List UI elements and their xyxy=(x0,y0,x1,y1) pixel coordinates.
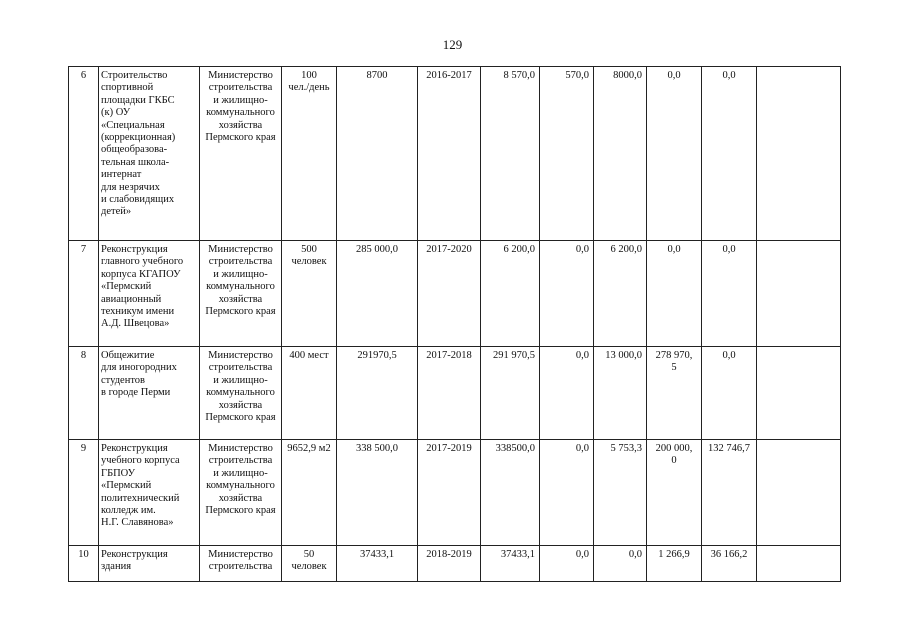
value-cell-3: 1 266,9 xyxy=(647,546,702,582)
responsible-department: Министерство строительства и жилищно- коммунального хозяйства Пермского края xyxy=(200,67,282,241)
period-cell: 2018-2019 xyxy=(418,546,481,582)
value-cell-4: 0,0 xyxy=(702,67,757,241)
value-cell-2: 13 000,0 xyxy=(594,347,647,440)
value-cell-3: 0,0 xyxy=(647,241,702,347)
value-cell-1: 0,0 xyxy=(540,347,594,440)
row-number: 10 xyxy=(69,546,99,582)
responsible-department: Министерство строительства и жилищно- коммунального хозяйства Пермского края xyxy=(200,347,282,440)
value-cell-3: 200 000, 0 xyxy=(647,440,702,546)
value-cell-4: 0,0 xyxy=(702,347,757,440)
total-cell: 6 200,0 xyxy=(481,241,540,347)
row-number: 9 xyxy=(69,440,99,546)
value-cell-5 xyxy=(757,241,841,347)
table-row xyxy=(69,347,841,440)
value-cell-2: 8000,0 xyxy=(594,67,647,241)
value-cell-2: 0,0 xyxy=(594,546,647,582)
value-cell-5 xyxy=(757,546,841,582)
capacity-cell: 400 мест xyxy=(282,347,337,440)
construction-projects-table xyxy=(68,66,841,582)
value-cell-3: 0,0 xyxy=(647,67,702,241)
responsible-department: Министерство строительства и жилищно- коммунального хозяйства Пермского края xyxy=(200,241,282,347)
value-cell-5 xyxy=(757,67,841,241)
total-cell: 37433,1 xyxy=(481,546,540,582)
object-name: Реконструкция учебного корпуса ГБПОУ «Пермский политехнический колледж им. Н.Г. Славянова» xyxy=(99,440,200,546)
estimated-cost-cell: 8700 xyxy=(337,67,418,241)
capacity-cell: 100 чел./день xyxy=(282,67,337,241)
object-name: Реконструкция главного учебного корпуса КГАПОУ «Пермский авиационный техникум имени А.Д. Швецова» xyxy=(99,241,200,347)
total-cell: 291 970,5 xyxy=(481,347,540,440)
value-cell-5 xyxy=(757,347,841,440)
estimated-cost-cell: 291970,5 xyxy=(337,347,418,440)
value-cell-1: 0,0 xyxy=(540,241,594,347)
value-cell-1: 570,0 xyxy=(540,67,594,241)
table-row xyxy=(69,546,841,582)
estimated-cost-cell: 37433,1 xyxy=(337,546,418,582)
capacity-cell: 500 человек xyxy=(282,241,337,347)
responsible-department: Министерство строительства и жилищно- коммунального хозяйства Пермского края xyxy=(200,440,282,546)
row-number: 8 xyxy=(69,347,99,440)
estimated-cost-cell: 285 000,0 xyxy=(337,241,418,347)
table-row xyxy=(69,440,841,546)
value-cell-2: 6 200,0 xyxy=(594,241,647,347)
total-cell: 338500,0 xyxy=(481,440,540,546)
period-cell: 2016-2017 xyxy=(418,67,481,241)
responsible-department: Министерство строительства xyxy=(200,546,282,582)
value-cell-4: 132 746,7 xyxy=(702,440,757,546)
value-cell-5 xyxy=(757,440,841,546)
value-cell-3: 278 970, 5 xyxy=(647,347,702,440)
row-number: 6 xyxy=(69,67,99,241)
object-name: Общежитие для иногородних студентов в городе Перми xyxy=(99,347,200,440)
page-number: 129 xyxy=(442,37,463,52)
capacity-cell: 50 человек xyxy=(282,546,337,582)
value-cell-4: 0,0 xyxy=(702,241,757,347)
period-cell: 2017-2020 xyxy=(418,241,481,347)
object-name: Строительство спортивной площадки ГКБС (к) ОУ «Специальная (коррекционная) общеобразова- тельная школа- интернат для незрячих и слабовидящих детей» xyxy=(99,67,200,241)
period-cell: 2017-2019 xyxy=(418,440,481,546)
total-cell: 8 570,0 xyxy=(481,67,540,241)
value-cell-4: 36 166,2 xyxy=(702,546,757,582)
value-cell-2: 5 753,3 xyxy=(594,440,647,546)
row-number: 7 xyxy=(69,241,99,347)
table-row xyxy=(69,241,841,347)
value-cell-1: 0,0 xyxy=(540,546,594,582)
table-row xyxy=(69,67,841,241)
value-cell-1: 0,0 xyxy=(540,440,594,546)
object-name: Реконструкция здания xyxy=(99,546,200,582)
capacity-cell: 9652,9 м2 xyxy=(282,440,337,546)
estimated-cost-cell: 338 500,0 xyxy=(337,440,418,546)
period-cell: 2017-2018 xyxy=(418,347,481,440)
